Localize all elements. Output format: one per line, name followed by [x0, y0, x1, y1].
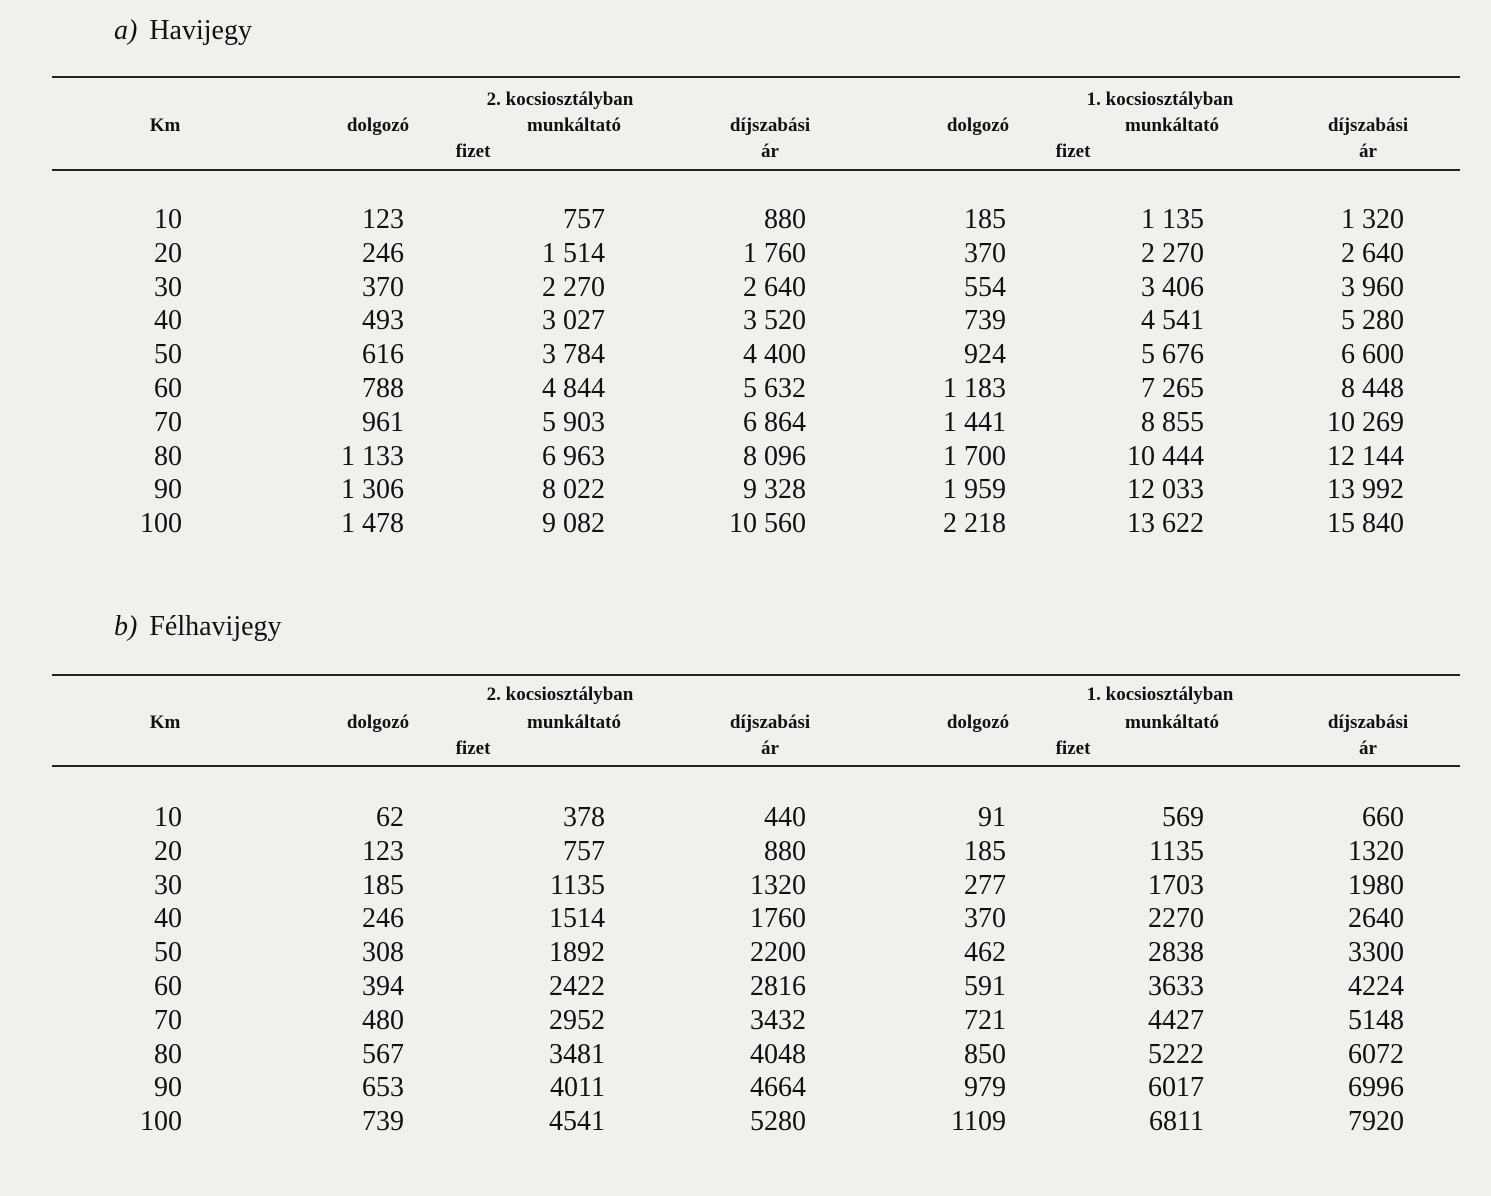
- cell-km: 10: [154, 204, 182, 235]
- table-row: [52, 1105, 1460, 1139]
- cell-tariff-class1: 3 960: [1341, 271, 1404, 303]
- table-row: [52, 271, 1460, 305]
- section-name: Havijegy: [149, 15, 252, 46]
- cell-tariff-class1: 6072: [1348, 1038, 1404, 1070]
- cell-km: 100: [140, 1106, 182, 1138]
- cell-worker-class2: 394: [362, 970, 404, 1002]
- cell-worker-class1: 370: [964, 237, 1006, 269]
- cell-tariff-class1: 2640: [1348, 903, 1404, 935]
- cell-worker-class2: 653: [362, 1072, 404, 1104]
- cell-worker-class2: 185: [362, 869, 404, 901]
- cell-tariff-class1: 13 992: [1327, 474, 1404, 506]
- header-pays-class1: fizet: [1055, 738, 1091, 759]
- cell-tariff-class1: 5 280: [1341, 305, 1404, 337]
- cell-tariff-class2: 4664: [750, 1072, 806, 1104]
- cell-tariff-class2: 8 096: [743, 440, 806, 472]
- section-name: Félhavijegy: [149, 611, 282, 642]
- cell-tariff-class2: 2 640: [743, 271, 806, 303]
- cell-employer-class1: 12 033: [1127, 474, 1204, 506]
- table-row: [52, 801, 1460, 835]
- cell-employer-class2: 1 514: [542, 237, 605, 269]
- section-title-felhavijegy: [114, 612, 282, 642]
- cell-tariff-class2: 440: [764, 802, 806, 833]
- cell-worker-class2: 1 306: [341, 474, 404, 506]
- cell-tariff-class2: 5280: [750, 1106, 806, 1138]
- cell-employer-class1: 2 270: [1141, 237, 1204, 269]
- cell-tariff-class1: 8 448: [1341, 372, 1404, 404]
- header-price-class1: ár: [1359, 141, 1377, 162]
- cell-tariff-class1: 6 600: [1341, 339, 1404, 371]
- cell-worker-class2: 480: [362, 1004, 404, 1036]
- cell-employer-class2: 9 082: [542, 508, 605, 540]
- cell-km: 90: [154, 474, 182, 506]
- cell-worker-class1: 1 441: [943, 406, 1006, 438]
- cell-worker-class2: 616: [362, 339, 404, 371]
- table-row: [52, 406, 1460, 440]
- cell-worker-class1: 721: [964, 1004, 1006, 1036]
- cell-employer-class1: 3633: [1148, 970, 1204, 1002]
- cell-worker-class1: 1 959: [943, 474, 1006, 506]
- cell-worker-class2: 739: [362, 1106, 404, 1138]
- table-row: [52, 936, 1460, 970]
- cell-tariff-class2: 5 632: [743, 372, 806, 404]
- cell-employer-class2: 2 270: [542, 271, 605, 303]
- header-price-class1: ár: [1359, 738, 1377, 759]
- cell-employer-class2: 2952: [549, 1004, 605, 1036]
- header-employer-class1: munkáltató: [1125, 712, 1219, 733]
- header-tariff-class1: díjszabási: [1327, 712, 1409, 733]
- cell-employer-class2: 378: [563, 802, 605, 833]
- table-row: [52, 1071, 1460, 1105]
- cell-employer-class1: 5 676: [1141, 339, 1204, 371]
- cell-worker-class1: 185: [964, 204, 1006, 235]
- header-worker-class1: dolgozó: [946, 115, 1010, 136]
- cell-tariff-class2: 3432: [750, 1004, 806, 1036]
- cell-worker-class2: 62: [376, 802, 404, 833]
- cell-employer-class2: 757: [563, 204, 605, 235]
- cell-worker-class2: 493: [362, 305, 404, 337]
- cell-employer-class2: 4 844: [542, 372, 605, 404]
- table-row: [52, 440, 1460, 474]
- cell-worker-class1: 91: [978, 802, 1006, 833]
- cell-km: 70: [154, 406, 182, 438]
- cell-tariff-class2: 1 760: [743, 237, 806, 269]
- header-tariff-class1: díjszabási: [1327, 115, 1409, 136]
- table-row: [52, 835, 1460, 869]
- cell-employer-class2: 2422: [549, 970, 605, 1002]
- cell-employer-class2: 757: [563, 835, 605, 867]
- cell-km: 10: [154, 802, 182, 833]
- table-row: [52, 372, 1460, 406]
- cell-worker-class2: 123: [362, 204, 404, 235]
- header-employer-class1: munkáltató: [1125, 115, 1219, 136]
- cell-worker-class2: 246: [362, 237, 404, 269]
- cell-worker-class1: 185: [964, 835, 1006, 867]
- cell-tariff-class1: 2 640: [1341, 237, 1404, 269]
- table-row: [52, 473, 1460, 507]
- cell-tariff-class2: 1320: [750, 869, 806, 901]
- cell-employer-class1: 3 406: [1141, 271, 1204, 303]
- cell-employer-class2: 1892: [549, 937, 605, 969]
- cell-employer-class1: 13 622: [1127, 508, 1204, 540]
- cell-employer-class2: 3 027: [542, 305, 605, 337]
- cell-tariff-class1: 10 269: [1327, 406, 1404, 438]
- header-tariff-class2: díjszabási: [729, 712, 811, 733]
- cell-km: 40: [154, 305, 182, 337]
- cell-worker-class2: 567: [362, 1038, 404, 1070]
- cell-km: 30: [154, 869, 182, 901]
- cell-km: 60: [154, 372, 182, 404]
- cell-km: 80: [154, 440, 182, 472]
- cell-worker-class2: 370: [362, 271, 404, 303]
- header-worker-class1: dolgozó: [946, 712, 1010, 733]
- cell-employer-class1: 6811: [1149, 1106, 1204, 1138]
- cell-worker-class2: 1 133: [341, 440, 404, 472]
- header-tariff-class2: díjszabási: [729, 115, 811, 136]
- cell-km: 60: [154, 970, 182, 1002]
- cell-employer-class2: 1135: [550, 869, 605, 901]
- header-group-class2: 2. kocsiosztályban: [486, 89, 634, 110]
- header-group-class1: 1. kocsiosztályban: [1086, 89, 1234, 110]
- cell-employer-class1: 8 855: [1141, 406, 1204, 438]
- cell-worker-class1: 370: [964, 903, 1006, 935]
- cell-tariff-class2: 3 520: [743, 305, 806, 337]
- header-employer-class2: munkáltató: [527, 115, 621, 136]
- cell-tariff-class2: 2200: [750, 937, 806, 969]
- cell-tariff-class1: 3300: [1348, 937, 1404, 969]
- table-row: [52, 970, 1460, 1004]
- cell-tariff-class1: 1320: [1348, 835, 1404, 867]
- top-rule: [52, 674, 1460, 676]
- cell-km: 30: [154, 271, 182, 303]
- cell-worker-class1: 1 700: [943, 440, 1006, 472]
- cell-tariff-class2: 880: [764, 204, 806, 235]
- header-km: Km: [149, 712, 181, 733]
- cell-km: 20: [154, 237, 182, 269]
- cell-employer-class1: 2838: [1148, 937, 1204, 969]
- cell-employer-class2: 1514: [549, 903, 605, 935]
- table-row: [52, 902, 1460, 936]
- cell-employer-class2: 4011: [550, 1072, 605, 1104]
- cell-tariff-class2: 4 400: [743, 339, 806, 371]
- cell-worker-class2: 246: [362, 903, 404, 935]
- cell-employer-class2: 6 963: [542, 440, 605, 472]
- cell-worker-class1: 739: [964, 305, 1006, 337]
- cell-tariff-class1: 7920: [1348, 1106, 1404, 1138]
- cell-worker-class2: 308: [362, 937, 404, 969]
- cell-km: 50: [154, 937, 182, 969]
- header-km: Km: [149, 115, 181, 136]
- cell-employer-class1: 6017: [1148, 1072, 1204, 1104]
- top-rule: [52, 76, 1460, 78]
- cell-tariff-class1: 4224: [1348, 970, 1404, 1002]
- cell-employer-class1: 4 541: [1141, 305, 1204, 337]
- cell-tariff-class2: 10 560: [729, 508, 806, 540]
- header-worker-class2: dolgozó: [346, 115, 410, 136]
- table-row: [52, 507, 1460, 541]
- cell-employer-class2: 3 784: [542, 339, 605, 371]
- cell-tariff-class2: 1760: [750, 903, 806, 935]
- cell-worker-class1: 924: [964, 339, 1006, 371]
- header-group-class2: 2. kocsiosztályban: [486, 684, 634, 705]
- cell-tariff-class2: 880: [764, 835, 806, 867]
- cell-km: 40: [154, 903, 182, 935]
- cell-tariff-class1: 660: [1362, 802, 1404, 833]
- section-letter: a): [114, 15, 138, 46]
- table-row: [52, 1038, 1460, 1072]
- cell-km: 70: [154, 1004, 182, 1036]
- header-rule: [52, 169, 1460, 171]
- table-felhavijegy: [52, 674, 1460, 1154]
- header-worker-class2: dolgozó: [346, 712, 410, 733]
- cell-tariff-class1: 5148: [1348, 1004, 1404, 1036]
- cell-employer-class1: 7 265: [1141, 372, 1204, 404]
- cell-employer-class2: 4541: [549, 1106, 605, 1138]
- table-row: [52, 1004, 1460, 1038]
- cell-worker-class2: 123: [362, 835, 404, 867]
- cell-employer-class1: 1135: [1149, 835, 1204, 867]
- cell-employer-class2: 5 903: [542, 406, 605, 438]
- cell-employer-class1: 569: [1162, 802, 1204, 833]
- cell-worker-class2: 1 478: [341, 508, 404, 540]
- section-letter: b): [114, 611, 138, 642]
- header-pays-class2: fizet: [455, 141, 491, 162]
- header-rule: [52, 765, 1460, 767]
- cell-tariff-class1: 12 144: [1327, 440, 1404, 472]
- cell-worker-class1: 462: [964, 937, 1006, 969]
- table-row: [52, 338, 1460, 372]
- cell-km: 100: [140, 508, 182, 540]
- header-pays-class1: fizet: [1055, 141, 1091, 162]
- header-pays-class2: fizet: [455, 738, 491, 759]
- cell-tariff-class2: 2816: [750, 970, 806, 1002]
- cell-km: 50: [154, 339, 182, 371]
- cell-worker-class2: 788: [362, 372, 404, 404]
- cell-worker-class2: 961: [362, 406, 404, 438]
- header-group-class1: 1. kocsiosztályban: [1086, 684, 1234, 705]
- cell-employer-class1: 1 135: [1141, 204, 1204, 235]
- cell-tariff-class1: 6996: [1348, 1072, 1404, 1104]
- table-row: [52, 203, 1460, 237]
- cell-worker-class1: 591: [964, 970, 1006, 1002]
- cell-km: 80: [154, 1038, 182, 1070]
- cell-tariff-class1: 1 320: [1341, 204, 1404, 235]
- cell-tariff-class2: 6 864: [743, 406, 806, 438]
- table-row: [52, 237, 1460, 271]
- header-employer-class2: munkáltató: [527, 712, 621, 733]
- cell-worker-class1: 2 218: [943, 508, 1006, 540]
- table-row: [52, 869, 1460, 903]
- cell-km: 20: [154, 835, 182, 867]
- cell-worker-class1: 850: [964, 1038, 1006, 1070]
- table-havijegy: [52, 76, 1460, 556]
- cell-tariff-class2: 9 328: [743, 474, 806, 506]
- table-body: [52, 203, 1460, 541]
- table-row: [52, 304, 1460, 338]
- cell-employer-class1: 1703: [1148, 869, 1204, 901]
- cell-worker-class1: 1 183: [943, 372, 1006, 404]
- cell-worker-class1: 1109: [951, 1106, 1006, 1138]
- cell-employer-class1: 10 444: [1127, 440, 1204, 472]
- header-price-class2: ár: [761, 738, 779, 759]
- cell-tariff-class2: 4048: [750, 1038, 806, 1070]
- cell-km: 90: [154, 1072, 182, 1104]
- section-title-havijegy: [114, 16, 252, 46]
- cell-tariff-class1: 1980: [1348, 869, 1404, 901]
- cell-worker-class1: 277: [964, 869, 1006, 901]
- cell-employer-class1: 5222: [1148, 1038, 1204, 1070]
- cell-employer-class2: 3481: [549, 1038, 605, 1070]
- header-price-class2: ár: [761, 141, 779, 162]
- cell-worker-class1: 554: [964, 271, 1006, 303]
- cell-worker-class1: 979: [964, 1072, 1006, 1104]
- table-body: [52, 801, 1460, 1139]
- cell-tariff-class1: 15 840: [1327, 508, 1404, 540]
- cell-employer-class1: 4427: [1148, 1004, 1204, 1036]
- cell-employer-class2: 8 022: [542, 474, 605, 506]
- cell-employer-class1: 2270: [1148, 903, 1204, 935]
